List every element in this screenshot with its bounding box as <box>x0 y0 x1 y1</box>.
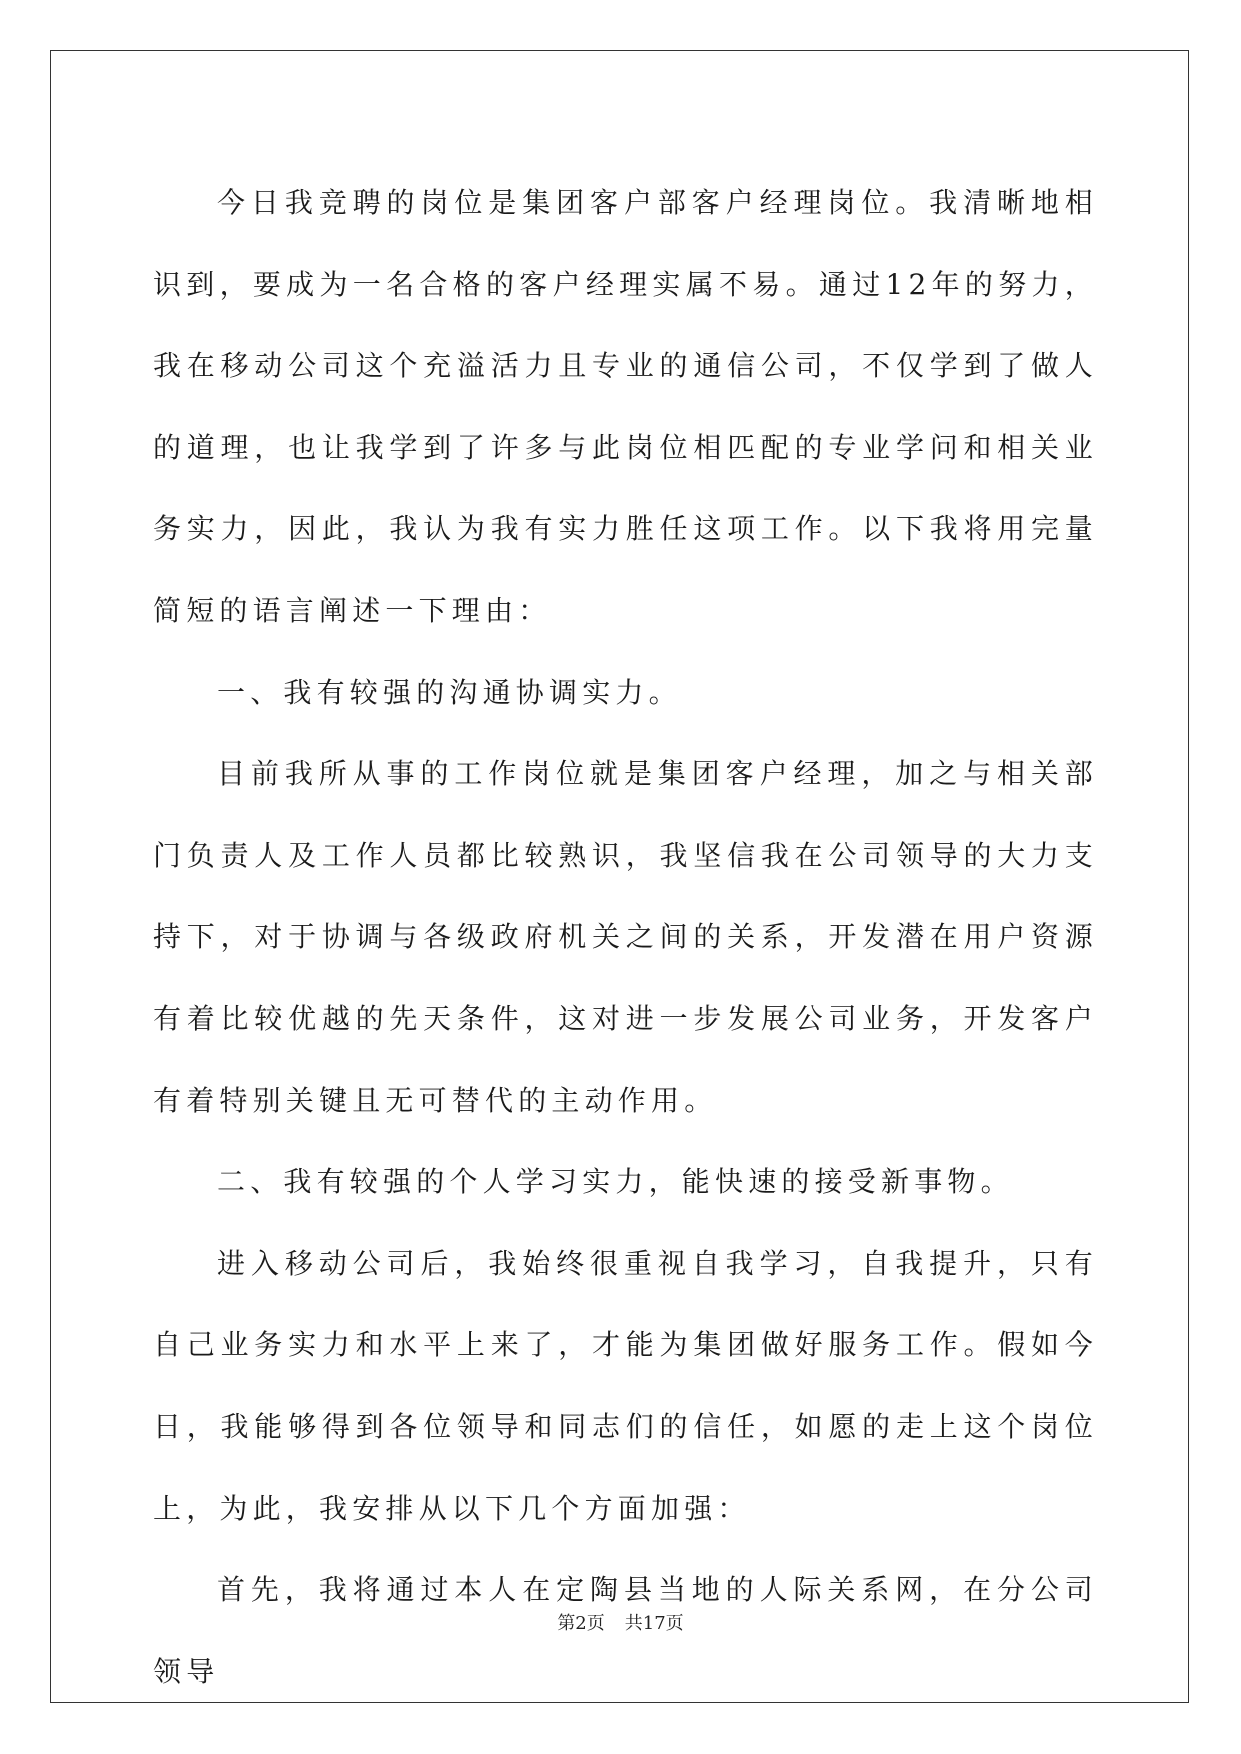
paragraph-learning: 进入移动公司后，我始终很重视自我学习，自我提升，只有自己业务实力和水平上来了，才能为集团做好服务工作。假如今日，我能够得到各位领导和同志们的信任，如愿的走上这个岗位上，为此，我安排从以下几个方面加强： <box>153 1246 1098 1525</box>
paragraph-intro: 今日我竞聘的岗位是集团客户部客户经理岗位。我清晰地相识到，要成为一名合格的客户经理实属不易。通过12年的努力，我在移动公司这个充溢活力且专业的通信公司，不仅学到了做人的道理，也让我学到了许多与此岗位相匹配的专业学问和相关业务实力，因此，我认为我有实力胜任这项工作。以下我将用完量简短的语言阐述一下理由： <box>153 186 1098 627</box>
paragraph-first-plan: 首先，我将通过本人在定陶县当地的人际关系网，在分公司领导 <box>153 1573 1098 1688</box>
paragraph-communication: 目前我所从事的工作岗位就是集团客户经理，加之与相关部门负责人及工作人员都比较熟识，我坚信我在公司领导的大力支持下，对于协调与各级政府机关之间的关系，开发潜在用户资源有着比较优越的先天条件，这对进一步发展公司业务，开发客户有着特别关键且无可替代的主动作用。 <box>153 757 1098 1117</box>
section-heading-learning: 二、我有较强的个人学习实力，能快速的接受新事物。 <box>217 1165 1014 1199</box>
page-number: 第2页 <box>557 1613 605 1634</box>
page-footer <box>0 1612 1241 1636</box>
document-body <box>153 162 1098 1712</box>
page-total: 共17页 <box>624 1613 684 1634</box>
section-heading-communication: 一、我有较强的沟通协调实力。 <box>217 675 682 709</box>
